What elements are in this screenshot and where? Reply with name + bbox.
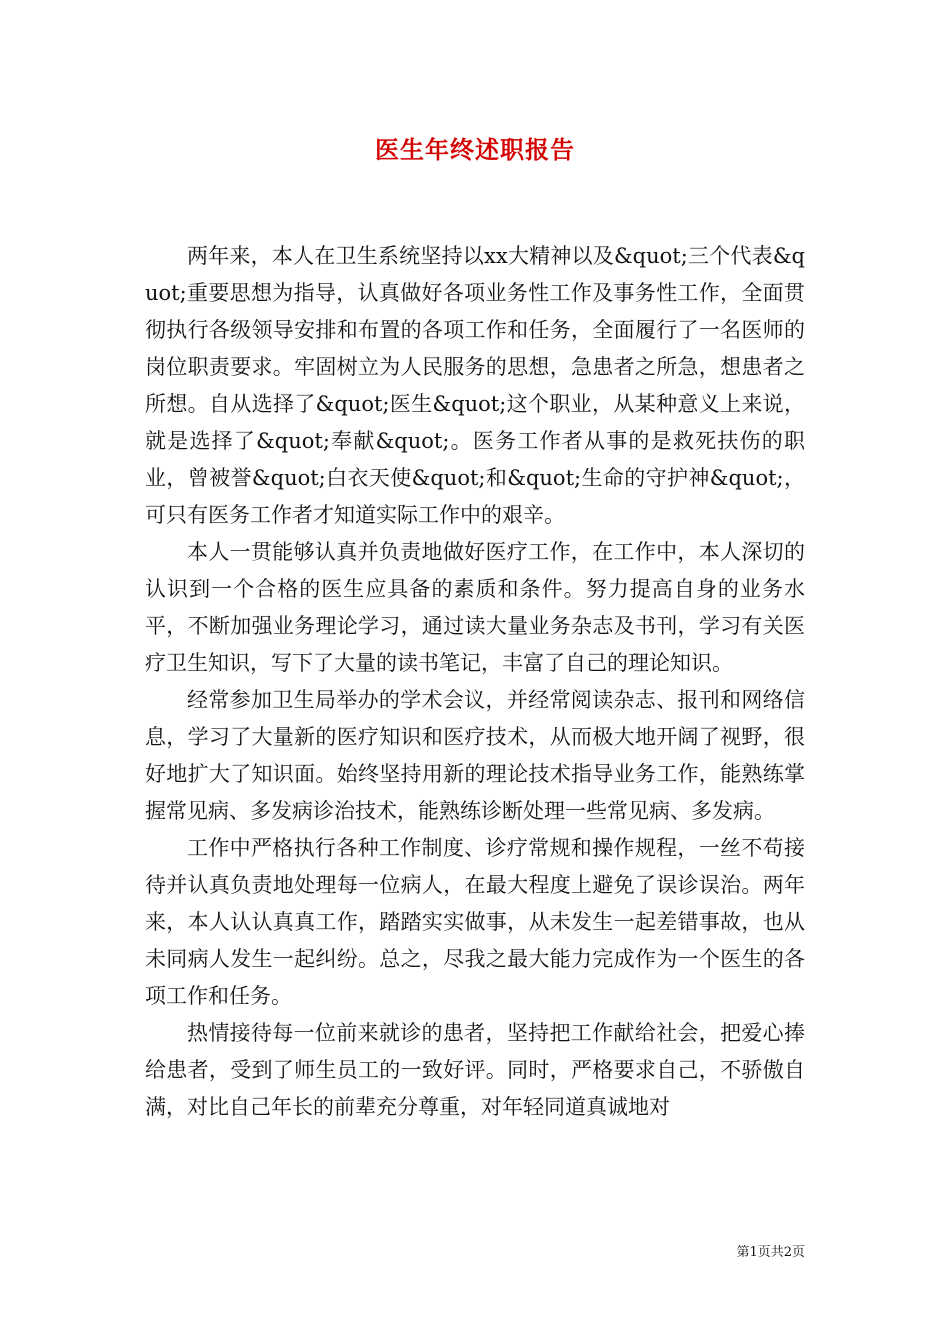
paragraph: 两年来，本人在卫生系统坚持以xx大精神以及&quot;三个代表&quot;重要思想为指导，认真做好各项业务性工作及事务性工作，全面贯彻执行各级领导安排和布置的各项工作和任务，全面履行了一名医师的岗位职责要求。牢固树立为人民服务的思想，急患者之所急，想患者之所想。自从选择了&quot;医生&quot;这个职业，从某种意义上来说，就是选择了&quot;奉献&quot;。医务工作者从事的是救死扶伤的职业，曾被誉&quot;白衣天使&quot;和&quot;生命的守护神&quot;，可只有医务工作者才知道实际工作中的艰辛。: [145, 244, 805, 527]
paragraph: 工作中严格执行各种工作制度、诊疗常规和操作规程，一丝不苟接待并认真负责地处理每一位病人，在最大程度上避免了误诊误治。两年来，本人认认真真工作，踏踏实实做事，从未发生一起差错事故，也从未同病人发生一起纠纷。总之，尽我之最大能力完成作为一个医生的各项工作和任务。: [145, 836, 805, 1008]
document-title: 医生年终述职报告: [375, 135, 575, 164]
paragraph: 热情接待每一位前来就诊的患者，坚持把工作献给社会，把爱心捧给患者，受到了师生员工的一致好评。同时，严格要求自己，不骄傲自满，对比自己年长的前辈充分尊重，对年轻同道真诚地对: [145, 1021, 805, 1119]
document-body: [145, 238, 805, 1126]
paragraph: 本人一贯能够认真并负责地做好医疗工作，在工作中，本人深切的认识到一个合格的医生应具备的素质和条件。努力提高自身的业务水平，不断加强业务理论学习，通过读大量业务杂志及书刊，学习有关医疗卫生知识，写下了大量的读书笔记，丰富了自己的理论知识。: [145, 540, 805, 675]
page-number: 第1页共2页: [736, 1245, 805, 1260]
paragraph: 经常参加卫生局举办的学术会议，并经常阅读杂志、报刊和网络信息，学习了大量新的医疗知识和医疗技术，从而极大地开阔了视野，很好地扩大了知识面。始终坚持用新的理论技术指导业务工作，能熟练掌握常见病、多发病诊治技术，能熟练诊断处理一些常见病、多发病。: [145, 688, 805, 823]
